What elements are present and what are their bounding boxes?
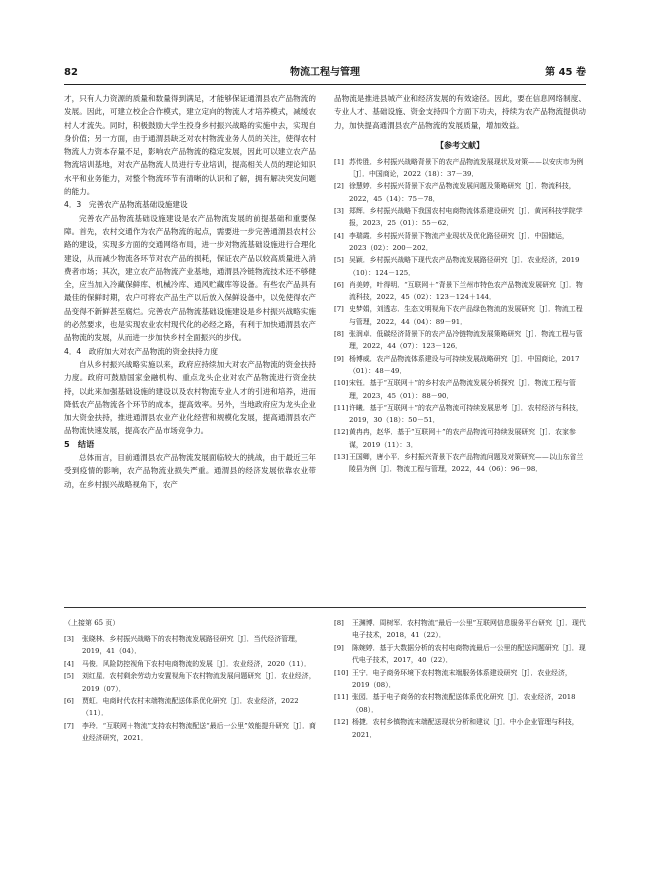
continued-note: （上接第 65 页） xyxy=(64,619,120,627)
reference-number: [6] xyxy=(64,697,74,706)
reference-number: [2] xyxy=(334,182,344,191)
reference-item xyxy=(334,328,586,353)
reference-number: [8] xyxy=(334,330,344,339)
reference-item xyxy=(64,670,316,695)
right-column xyxy=(334,92,586,476)
reference-text: 吴颖．乡村振兴战略下现代农产品物流发展路径研究［J］．农业经济，2019（10）：124－125． xyxy=(349,256,580,277)
reference-text: 张润卓．低碳经济背景下的农产品冷链物流发展策略研究［J］．物流工程与管理，2022，44（07）：123－126． xyxy=(349,330,583,351)
reference-text: 李瑞霞．乡村振兴背景下物流产业现状及优化路径研究［J］．中国储运，2023（02）：200－202． xyxy=(349,231,569,252)
reference-number: [10] xyxy=(334,379,349,388)
reference-item xyxy=(64,695,316,720)
reference-item xyxy=(334,303,586,328)
reference-item xyxy=(334,180,586,205)
reference-text: 史梦娟，刘透志．生态文明视角下农产品绿色物流的发展研究［J］．物流工程与管理，2022，44（04）：89－91． xyxy=(349,305,583,326)
section-heading: 4．3 完善农产品物流基础设施建设 xyxy=(64,200,188,210)
reference-text: 陈婉婷．基于大数据分析的农村电商物流最后一公里的配送问题研究［J］．现代电子技术，2017，40（22）． xyxy=(352,643,586,665)
conclusion-heading: 5 结语 xyxy=(64,438,95,449)
reference-text: 王渊博．周树军．农村物流“最后一公里”互联网信息服务平台研究［J］．现代电子技术，2018，41（22）． xyxy=(352,619,586,640)
left-column xyxy=(64,92,316,491)
reference-item xyxy=(334,279,586,304)
reference-item xyxy=(334,156,586,181)
reference-item xyxy=(334,617,586,642)
reference-number: [13] xyxy=(334,453,349,462)
reference-item xyxy=(334,205,586,230)
paragraph: 完善农产品物流基础设施建设是农产品物流发展的前提基础和重要保障。首先，农村交通作为农产品物流的起点，需要进一步完善通渭县农村公路的建设，实现多方面的交通网络布局，进一步对物流基础设施进行合理化建设，从而减少物流各环节对农产品的损耗，保证农产品以较高质量进入消费者市场；其次，建立农产品物流产业基地，通渭县冷链物流技术还不够健全，应当加入冷藏保鲜库、机械冷库、通风贮藏库等设备。有些农产品具有最佳的保鲜时期，农户可将农产品生产以后放入保鲜设备中，以免使得农产品变得不新鲜甚至腐烂。完善农产品物流基础设施建设是乡村振兴战略实施的必然要求，也是实现农业农村现代化的必经之路，有利于加快通渭县农产品物流的发展，从而进一步加快乡村全面振兴的步伐。 xyxy=(64,213,316,343)
reference-item xyxy=(64,658,316,670)
reference-text: 王国卿，唐小平．乡村振兴背景下农产品物流问题及对策研究——以山东省兰陵县为例［J］．物流工程与管理，2022，44（06）：96－98． xyxy=(349,453,584,474)
reference-text: 郑辉．乡村振兴战略下我国农村电商物流体系建设研究［J］．黄河科技学院学报，2023，25（01）：55－62． xyxy=(349,207,583,228)
reference-text: 张晓林．乡村振兴战略下的农村物流发展路径研究［J］．当代经济管理，2019，41（04）． xyxy=(82,635,302,656)
reference-text: 杨捷．农村乡镇物流末端配送现状分析和建议［J］．中小企业管理与科技，2021． xyxy=(352,718,579,739)
reference-item xyxy=(334,426,586,451)
reference-text: 宋钰．基于“互联网＋”的乡村农产品物流发展分析探究［J］．物流工程与管理，2023，45（01）：88－90． xyxy=(349,379,576,400)
reference-number: [6] xyxy=(334,280,344,289)
reference-item xyxy=(64,720,316,745)
reference-text: 许曦．基于“互联网＋”的农产品物流可持续发展思考［J］．农村经济与科技，2019，30（18）：50－51． xyxy=(349,403,583,425)
section-heading: 4．4 政府加大对农产品物流的资金扶持力度 xyxy=(64,346,218,356)
paragraph: 品物流是推进县城产业和经济发展的有效途径。因此，要在信息网络制度、专业人才、基础设施、资金支持四个方面下功夫，持续为农产品物流提供动力，加快提高通渭县农产品物流的发展质量，增加效益。 xyxy=(334,94,586,130)
reference-number: [1] xyxy=(334,157,344,166)
reference-number: [11] xyxy=(334,403,349,412)
reference-item xyxy=(64,633,316,658)
reference-number: [10] xyxy=(334,668,349,677)
reference-item xyxy=(334,353,586,378)
reference-item xyxy=(334,402,586,427)
reference-number: [12] xyxy=(334,428,349,437)
reference-number: [9] xyxy=(334,354,344,363)
reference-number: [4] xyxy=(64,659,74,668)
reference-number: [11] xyxy=(334,693,349,702)
reference-number: [4] xyxy=(334,231,344,240)
paragraph: 自从乡村振兴战略实施以来，政府应持续加大对农产品物流的资金扶持力度。政府可鼓励国家金融机构、重点龙头企业对农产品物流进行资金扶持，以此来加强基础设施的建设以及农村物流专业人才的引进和培养，进而降低农产品物流各个环节的成本，提高效率。另外，当地政府应为龙头企业加大资金扶持，推进通渭县农业产业化经营和规模化发展，提高通渭县农产品物流快速发展，提高农产品市场竞争力。 xyxy=(64,359,316,436)
continued-references-right xyxy=(334,617,586,741)
continued-references-left xyxy=(64,617,316,745)
reference-number: [8] xyxy=(334,619,344,627)
reference-number: [3] xyxy=(334,207,344,216)
journal-title: 物流工程与管理 xyxy=(290,67,360,78)
reference-text: 张园．基于电子商务的农村物流配送体系优化研究［J］．农业经济，2018（08）． xyxy=(352,693,576,714)
reference-text: 贾虹．电商时代农村末端物流配送体系优化研究［J］．农业经济，2022（11）． xyxy=(82,697,299,718)
reference-text: 马俊．风险防控视角下农村电商物流的发展［J］．农业经济，2020（11）． xyxy=(82,659,311,668)
reference-text: 王宁．电子商务环境下农村物流末端服务体系建设研究［J］．农业经济，2019（08）． xyxy=(352,668,572,690)
reference-text: 黄冉冉，赵华．基于“互联网＋”的农产品物流可持续发展研究［J］．农家参谋，2019（11）：3． xyxy=(349,428,576,449)
reference-item xyxy=(334,716,586,741)
reference-item xyxy=(334,377,586,402)
reference-number: [9] xyxy=(334,643,344,652)
reference-text: 刘红星．农村剩余劳动力安置视角下农村物流发展问题研究［J］．农业经济，2019（07）． xyxy=(82,672,316,693)
reference-item xyxy=(334,451,586,476)
reference-text: 杨博威．农产品物流体系建设与可持续发展战略研究［J］．中国商论，2017（01）：48－49． xyxy=(349,354,580,375)
section-divider xyxy=(64,607,586,608)
reference-list xyxy=(334,156,586,476)
reference-number: [7] xyxy=(334,305,344,314)
reference-text: 李玲．“互联网＋物流”支持农村物流配送“最后一公里”效能提升研究［J］．商业经济研究，2021． xyxy=(82,721,316,743)
page-number: 82 xyxy=(64,67,78,78)
reference-number: [12] xyxy=(334,718,349,727)
paragraph: 才，只有人力资源的质量和数量得到满足，才能够保证通渭县农产品物流的发展。因此，可建立校企合作模式，建立定向的物流人才培养模式，减缓农村人才流失。同时，积极鼓励大学生投身乡村振兴战略的实施中去，实现自身价值；另一方面，由于通渭县缺乏对农村物流业务人员的关注，使得农村物流人力资本存量不足，影响农产品物流的稳定发展，因此可以建立农产品物流培训基地，对农产品物流人员进行专业培训，提高相关人员的理论知识水平和业务能力，对整个物流环节有清晰的认识和了解，拥有解决突发问题的能力。 xyxy=(64,94,316,197)
reference-item xyxy=(334,230,586,255)
reference-text: 徐慧婷．乡村振兴背景下农产品物流发展问题及策略研究［J］．物流科技，2022，45（14）：75－78． xyxy=(349,182,576,203)
reference-item xyxy=(334,667,586,692)
reference-number: [7] xyxy=(64,721,74,730)
paragraph: 总体而言，目前通渭县农产品物流发展面临较大的挑战，由于最近三年受到疫情的影响，农产品物流业损失严重。通渭县的经济发展依靠农业带动，在乡村振兴战略视角下，农产 xyxy=(64,453,316,489)
header-rule xyxy=(64,84,586,85)
volume-label: 第 45 卷 xyxy=(545,67,586,78)
reference-number: [5] xyxy=(64,672,74,681)
reference-text: 肖美婷，叶得明．“互联网＋”背景下兰州市特色农产品物流发展研究［J］．物流科技，2022，45（02）：123－124＋144． xyxy=(349,280,583,302)
running-header xyxy=(64,66,586,84)
reference-number: [5] xyxy=(334,256,344,265)
reference-item xyxy=(334,642,586,667)
reference-item xyxy=(334,691,586,716)
references-title: 【参考文献】 xyxy=(436,140,484,150)
reference-number: [3] xyxy=(64,635,74,643)
reference-text: 苏传胜．乡村振兴战略背景下的农产品物流发展现状及对策——以安庆市为例［J］．中国商论，2022（18）：37－39． xyxy=(349,157,584,179)
reference-item xyxy=(334,254,586,279)
